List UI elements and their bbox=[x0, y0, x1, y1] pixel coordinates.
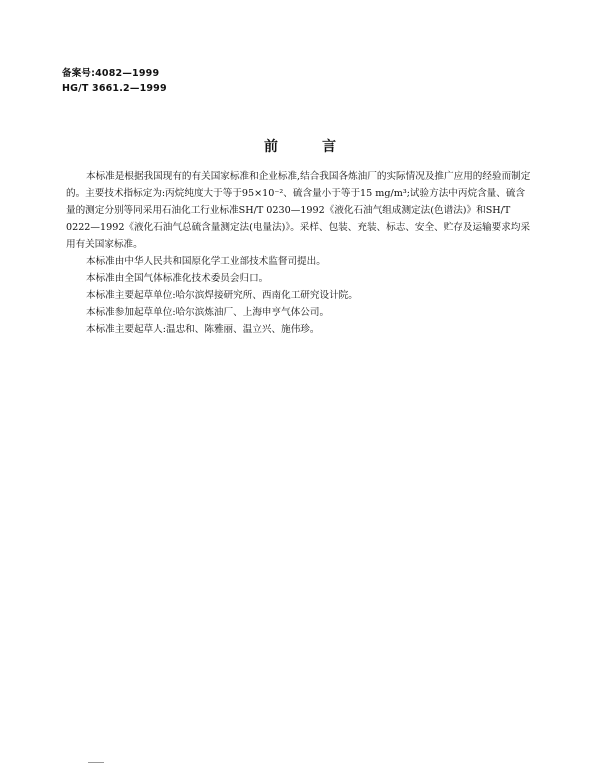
page-title: 前言 bbox=[264, 139, 380, 155]
record-number: 备案号:4082—1999 bbox=[62, 68, 160, 79]
document-header bbox=[62, 66, 167, 96]
standard-code: HG/T 3661.2—1999 bbox=[62, 83, 167, 94]
paragraph-proposed-by: 本标准由中华人民共和国原化学工业部技术监督司提出。 bbox=[86, 256, 326, 267]
page-corner-mark bbox=[88, 762, 104, 763]
paragraph-managed-by: 本标准由全国气体标准化技术委员会归口。 bbox=[86, 273, 269, 284]
paragraph-main-drafting-units: 本标准主要起草单位:哈尔滨焊接研究所、西南化工研究设计院。 bbox=[86, 290, 358, 301]
foreword-body bbox=[66, 168, 534, 338]
paragraph-participating-units: 本标准参加起草单位:哈尔滨炼油厂、上海申亨气体公司。 bbox=[86, 307, 330, 318]
paragraph-main-drafters: 本标准主要起草人:温忠和、陈雅丽、温立兴、施伟珍。 bbox=[86, 324, 320, 335]
paragraph-background: 本标准是根据我国现有的有关国家标准和企业标准,结合我国各炼油厂的实际情况及推广应用的经验而制定的。主要技术指标定为:丙烷纯度大于等于95×10⁻²、硫含量小于等于15 mg/m³;试验方法中丙烷含量、硫含量的测定分别等同采用石油化工行业标准SH/T 0230—1992《液化石油气组成测定法(色谱法)》和SH/T 0222—1992《液化石油气总硫含量测定法(电量法)》。采样、包装、充装、标志、安全、贮存及运输要求均采用有关国家标准。 bbox=[66, 171, 531, 250]
